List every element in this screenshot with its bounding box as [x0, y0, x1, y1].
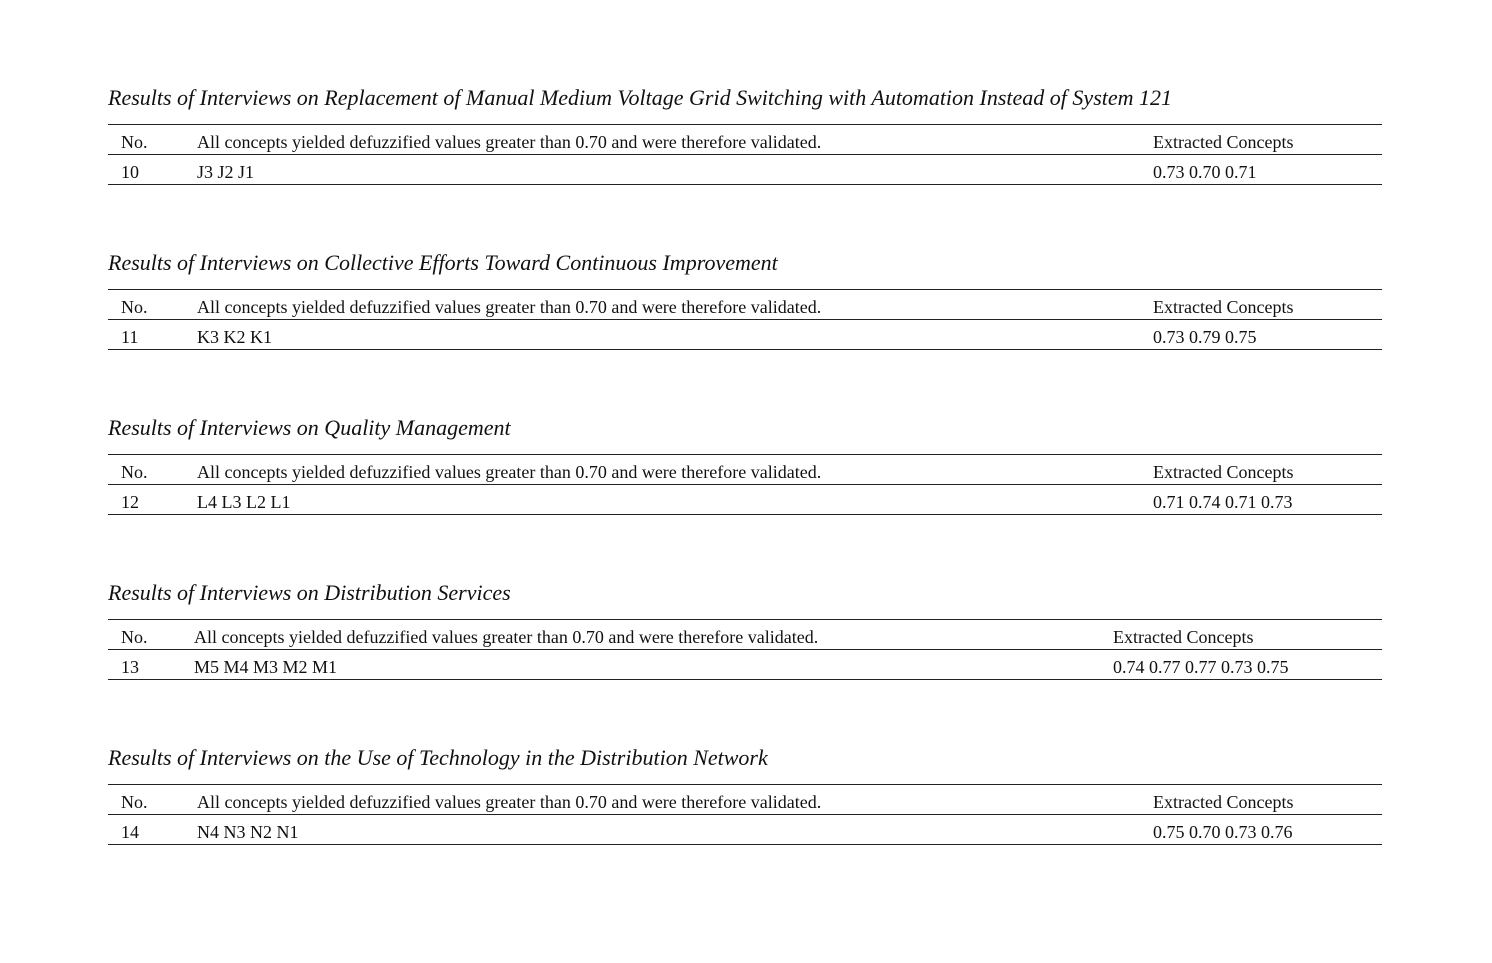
header-extracted-concepts: Extracted Concepts [1153, 462, 1294, 482]
header-description: All concepts yielded defuzzified values greater than 0.70 and were therefore validated. [194, 627, 819, 647]
header-no: No. [121, 792, 148, 812]
results-table [108, 124, 1382, 185]
row-concepts: L4 L3 L2 L1 [197, 492, 291, 512]
header-extracted-concepts: Extracted Concepts [1153, 792, 1294, 812]
table-header-row [108, 620, 1382, 650]
results-table [108, 619, 1382, 680]
table-header-row [108, 290, 1382, 320]
table-header-row [108, 785, 1382, 815]
row-values: 0.73 0.70 0.71 [1153, 162, 1257, 182]
row-values: 0.73 0.79 0.75 [1153, 327, 1257, 347]
row-concepts: K3 K2 K1 [197, 327, 272, 347]
table-caption: Results of Interviews on Distribution Services [108, 580, 511, 605]
header-no: No. [121, 132, 148, 152]
results-table [108, 454, 1382, 515]
table-header-row [108, 125, 1382, 155]
header-description: All concepts yielded defuzzified values greater than 0.70 and were therefore validated. [197, 297, 822, 317]
header-no: No. [121, 627, 148, 647]
header-extracted-concepts: Extracted Concepts [1153, 297, 1294, 317]
table-row [108, 155, 1382, 184]
table-caption: Results of Interviews on the Use of Technology in the Distribution Network [108, 745, 768, 770]
header-no: No. [121, 297, 148, 317]
row-values: 0.75 0.70 0.73 0.76 [1153, 822, 1293, 842]
table-caption: Results of Interviews on Replacement of Manual Medium Voltage Grid Switching with Automation Instead of System 121 [108, 85, 1173, 110]
row-concepts: J3 J2 J1 [197, 162, 255, 182]
row-number: 14 [121, 822, 139, 842]
row-number: 13 [121, 657, 139, 677]
results-table [108, 784, 1382, 845]
row-concepts: N4 N3 N2 N1 [197, 822, 299, 842]
row-number: 12 [121, 492, 139, 512]
header-description: All concepts yielded defuzzified values greater than 0.70 and were therefore validated. [197, 462, 822, 482]
table-caption: Results of Interviews on Collective Efforts Toward Continuous Improvement [108, 250, 778, 275]
header-no: No. [121, 462, 148, 482]
table-header-row [108, 455, 1382, 485]
table-row [108, 485, 1382, 514]
header-description: All concepts yielded defuzzified values greater than 0.70 and were therefore validated. [197, 792, 822, 812]
results-table [108, 289, 1382, 350]
row-values: 0.71 0.74 0.71 0.73 [1153, 492, 1293, 512]
row-concepts: M5 M4 M3 M2 M1 [194, 657, 338, 677]
row-values: 0.74 0.77 0.77 0.73 0.75 [1113, 657, 1289, 677]
row-number: 10 [121, 162, 139, 182]
header-description: All concepts yielded defuzzified values greater than 0.70 and were therefore validated. [197, 132, 822, 152]
header-extracted-concepts: Extracted Concepts [1113, 627, 1254, 647]
table-row [108, 815, 1382, 844]
table-row [108, 320, 1382, 349]
header-extracted-concepts: Extracted Concepts [1153, 132, 1294, 152]
table-row [108, 650, 1382, 679]
row-number: 11 [121, 327, 139, 347]
table-caption: Results of Interviews on Quality Management [108, 415, 511, 440]
